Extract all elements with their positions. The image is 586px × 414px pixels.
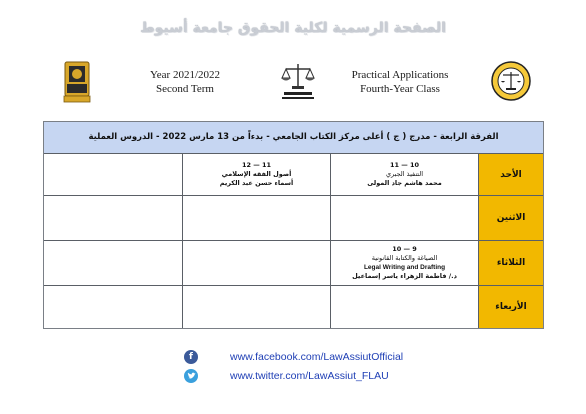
twitter-link-row[interactable] [184, 369, 414, 383]
slot-cell [182, 286, 330, 328]
slot-cell [45, 286, 182, 328]
slot-course: الصياغة والكتابة القانونية [371, 254, 438, 262]
facebook-link[interactable]: www.facebook.com/LawAssiutOfficial [230, 351, 404, 363]
english-law-program-logo-icon [278, 60, 318, 104]
faculty-of-law-seal-icon [490, 60, 532, 102]
class-info [330, 68, 470, 96]
year-label: Year 2021/2022 [149, 69, 221, 81]
table-row [44, 241, 543, 286]
twitter-icon [184, 369, 198, 383]
schedule-title: الفرقة الرابعة - مدرج ( ج ) أعلى مركز الكتاب الجامعي - بدءاً من 13 مارس 2022 - الدروس العملية [44, 122, 543, 154]
slot-time: 10 — 11 [389, 161, 420, 169]
table-row [44, 196, 543, 241]
slot-cell [182, 241, 330, 285]
slot-cell [330, 196, 478, 240]
slot-cell [45, 196, 182, 240]
table-row [44, 286, 543, 328]
facebook-link-row[interactable] [184, 350, 414, 364]
slot-cell [330, 154, 478, 195]
term-info [125, 68, 245, 96]
slot-cell [182, 154, 330, 195]
day-cell: الاثنين [478, 196, 543, 240]
page-banner: الصفحة الرسمية لكلية الحقوق جامعة أسيوط [140, 20, 446, 36]
twitter-link[interactable]: www.twitter.com/LawAssiut_FLAU [230, 370, 389, 382]
slot-teacher: د./ فاطمة الزهراء ياسر إسماعيل [352, 272, 457, 280]
slot-cell [330, 241, 478, 285]
slot-cell [45, 154, 182, 195]
day-cell: الثلاثاء [478, 241, 543, 285]
slot-cell [330, 286, 478, 328]
table-row [44, 154, 543, 196]
slot-course-english: Legal Writing and Drafting [363, 264, 446, 271]
facebook-icon: f [184, 350, 198, 364]
assiut-university-logo-icon [62, 60, 92, 104]
slot-course: التنفيذ الجبري [385, 170, 424, 178]
slot-teacher: أسماء حسن عبد الكريم [219, 179, 294, 187]
class-label: Fourth-Year Class [360, 83, 440, 95]
slot-time: 11 — 12 [241, 161, 272, 169]
day-cell: الأربعاء [478, 286, 543, 328]
slot-cell [182, 196, 330, 240]
slot-course: أصول الفقه الإسلامي [221, 170, 292, 178]
practical-applications-label: Practical Applications [351, 69, 449, 81]
slot-cell [45, 241, 182, 285]
slot-time: 9 — 10 [392, 245, 417, 253]
schedule-table [43, 121, 544, 329]
term-label: Second Term [156, 83, 214, 95]
day-cell: الأحد [478, 154, 543, 195]
slot-teacher: محمد هاشم جاد المولى [367, 179, 442, 187]
